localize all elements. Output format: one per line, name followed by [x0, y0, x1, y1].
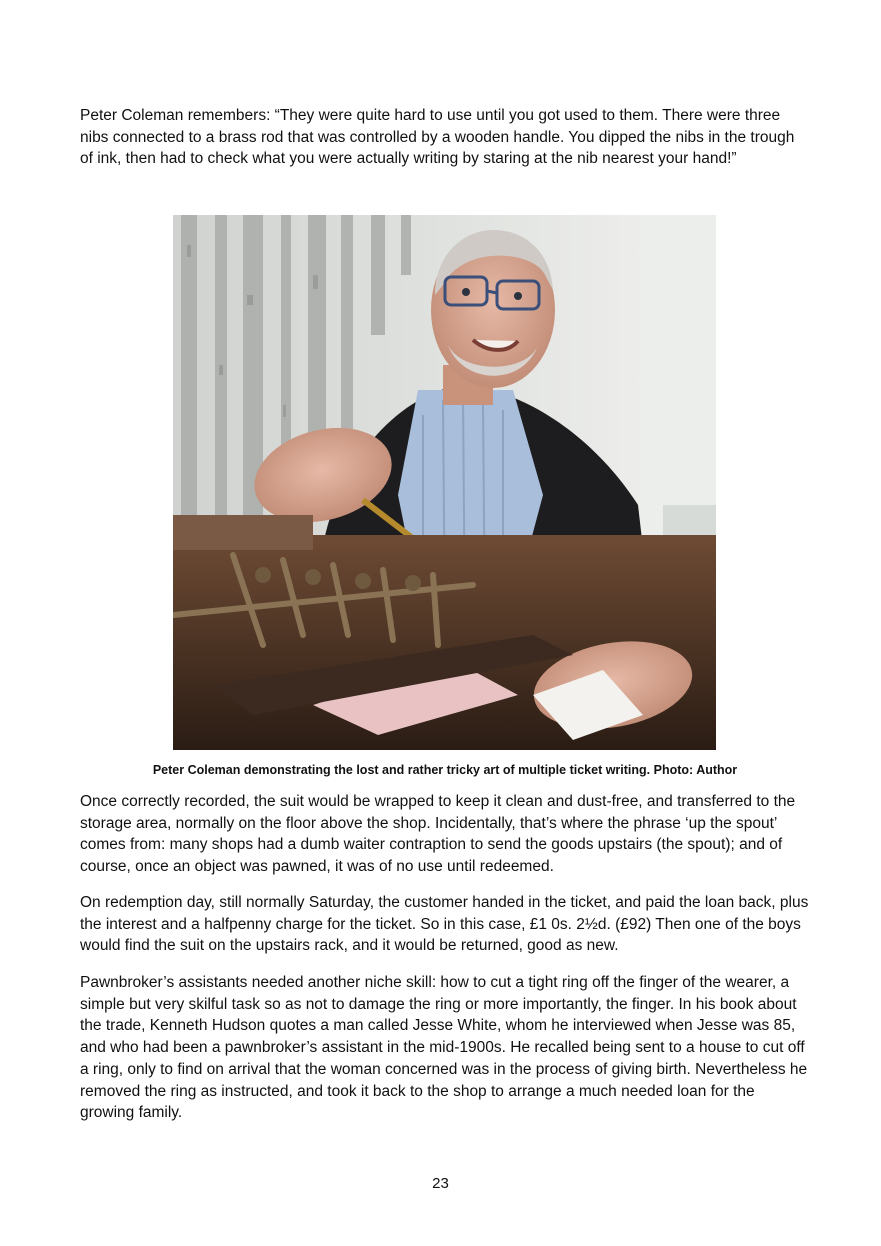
page-number: 23: [432, 1175, 449, 1192]
paragraph-redemption: On redemption day, still normally Saturday, the customer handed in the ticket, and paid the loan back, plus the interest and a halfpenny charge for the ticket. So in this case, £1 0s. 2½d. (£92) Then one of the boys would find the suit on the upstairs rack, and it would be returned, good as new.: [80, 894, 809, 955]
paragraph-quote: Peter Coleman remembers: “They were quite hard to use until you got used to them. There were three nibs connected to a brass rod that was controlled by a wooden handle. You dipped the nibs in the trough of ink, then had to check what you were actually writing by staring at the nib nearest your hand!”: [80, 107, 795, 168]
photo-ticket-writing: [173, 215, 716, 750]
paragraph-ring-cutting: Pawnbroker’s assistants needed another niche skill: how to cut a tight ring off the finger of the wearer, a simple but very skilful task so as not to damage the ring or more importantly, the finger. In his book about the trade, Kenneth Hudson quotes a man called Jesse White, whom he interviewed when Jesse was 85, and who had been a pawnbroker’s assistant in the mid-1900s. He recalled being sent to a house to cut off a ring, only to find on arrival that the woman concerned was in the process of giving birth. Nevertheless he removed the ring as instructed, and took it back to the shop to arrange a much needed loan for the growing family.: [80, 974, 808, 1122]
paragraph-storage: Once correctly recorded, the suit would be wrapped to keep it clean and dust-free, and transferred to the storage area, normally on the floor above the shop. Incidentally, that’s where the phrase ‘up the spout’ comes from: many shops had a dumb waiter contraption to send the goods upstairs (the spout); and of course, once an object was pawned, it was of no use until redeemed.: [80, 793, 796, 876]
photo-caption: Peter Coleman demonstrating the lost and rather tricky art of multiple ticket writing. Photo: Author: [152, 763, 738, 777]
